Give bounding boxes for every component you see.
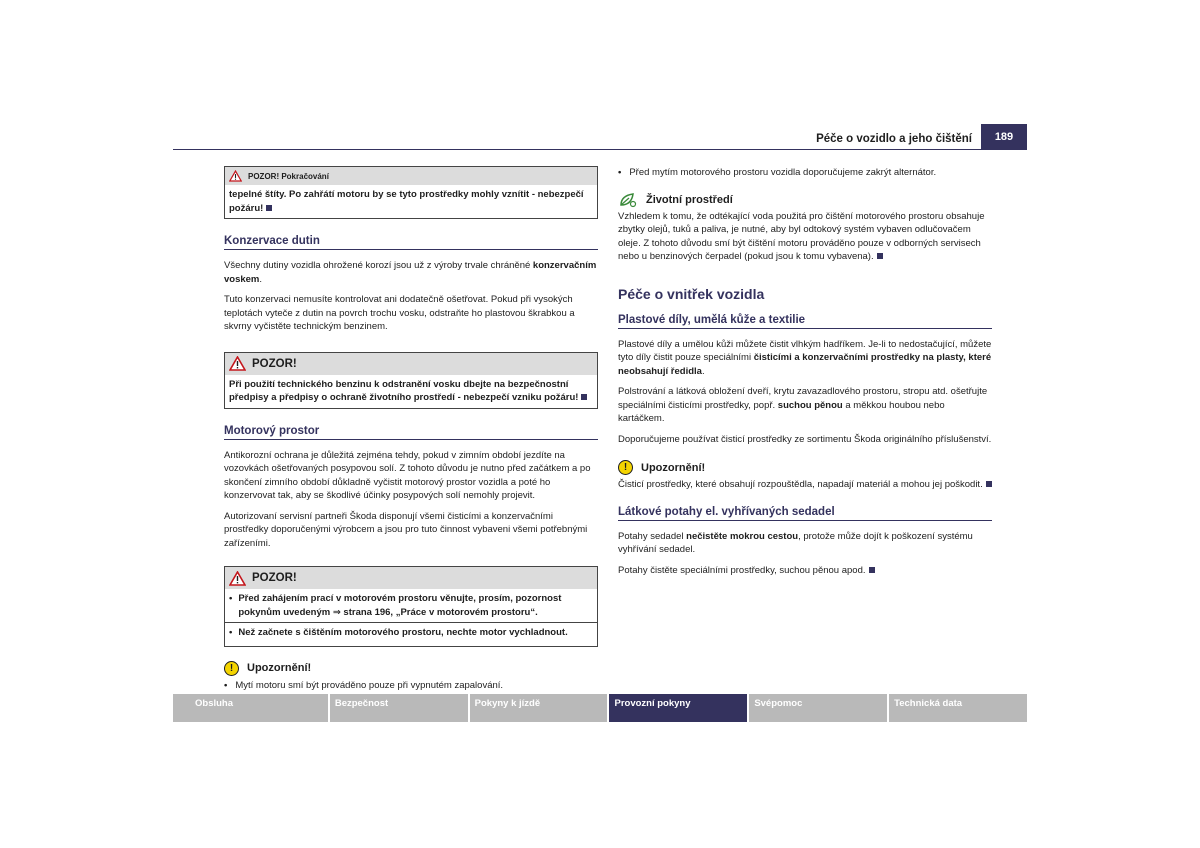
warning-continued-label: POZOR! Pokračování <box>248 171 329 181</box>
running-header-title: Péče o vozidlo a jeho čištění <box>816 133 972 145</box>
warning-continued-box <box>224 166 598 219</box>
warning-text: Při použití technického benzinu k odstranění vosku dbejte na bezpečnostní předpisy a předpisy o ochraně životního prostředí - nebezpečí vzniku požáru! <box>229 378 579 403</box>
end-of-section-icon <box>869 567 875 573</box>
environment-label: Životní prostředí <box>646 193 733 206</box>
warning-item-divider <box>225 622 597 623</box>
paragraph-konzervace-1: Všechny dutiny vozidla ohrožené korozí jsou už z výroby trvale chráněné konzervačním voskem. <box>224 260 597 285</box>
warning-continued-body <box>225 185 597 218</box>
end-of-section-icon <box>581 394 587 400</box>
page-number: 189 <box>981 124 1027 149</box>
warning-triangle-icon <box>229 356 246 371</box>
nav-tab-obsluha[interactable]: Obsluha <box>173 694 328 722</box>
nav-tab-pokyny-k-jizde[interactable]: Pokyny k jízdě <box>470 694 608 722</box>
warning-body <box>225 375 597 408</box>
note-header <box>224 661 598 676</box>
warning-triangle-icon <box>229 170 242 182</box>
environment-leaf-icon <box>618 192 638 208</box>
note-header <box>618 460 992 475</box>
warning-label: POZOR! <box>252 357 297 370</box>
note-label: Upozornění! <box>247 662 312 674</box>
paragraph-plast-1: Plastové díly a umělou kůži můžete čistit vlhkým hadříkem. Je-li to nedostačující, můžete tyto díly čistit pouze speciálními čisticími a konzervačními prostředky na plasty, které neobsahují ředidla. <box>618 338 992 377</box>
chapter-navigation <box>173 694 1027 722</box>
paragraph-heated-1: Potahy sedadel nečistěte mokrou cestou, protože může dojít k poškození systému vyhřívání sedadel. <box>618 530 973 555</box>
header-rule <box>173 149 1027 150</box>
bullet-icon: • <box>224 679 228 691</box>
warning-header <box>225 353 597 375</box>
warning-label: POZOR! <box>252 572 297 584</box>
end-of-section-icon <box>986 481 992 487</box>
bullet-icon: • <box>229 627 233 638</box>
warning-box-motor <box>224 566 598 647</box>
nav-tab-bezpecnost[interactable]: Bezpečnost <box>330 694 468 722</box>
paragraph-plast-3: Doporučujeme používat čisticí prostředky ze sortimentu Škoda originálního příslušenství. <box>618 433 992 445</box>
environment-header <box>618 192 992 208</box>
note-text: Čisticí prostředky, které obsahují rozpouštědla, napadají materiál a mohou jej poškodit. <box>618 478 992 492</box>
paragraph-motor-2: Autorizovaní servisní partneři Škoda disponují všemi čisticími a konzervačními prostředky doporučenými výrobcem a jsou pro tuto činnost vybaveni všemi potřebnými zařízeními. <box>224 510 588 549</box>
heading-pece-o-vnitrek: Péče o vnitřek vozidla <box>618 285 765 302</box>
nav-tab-svepomoc[interactable]: Svépomoc <box>749 694 887 722</box>
warning-body <box>225 589 597 646</box>
heading-motorovy-prostor: Motorový prostor <box>224 425 598 440</box>
warning-continued-text: tepelné štíty. Po zahřátí motoru by se tyto prostředky mohly vznítit - nebezpečí požáru! <box>229 189 584 214</box>
paragraph-motor-1: Antikorozní ochrana je důležitá zejména tehdy, pokud v zimním období jezdíte na vozovkách ošetřovaných posypovou solí. Z tohoto důvodu je nutno před začátkem a po skončení zimního období důkladně vyčistit motorový prostor vozidla a poté ho konzervovat tak, aby se škodlivé účinky posypových solí nemohly projevit. <box>224 449 591 501</box>
paragraph-konzervace-2: Tuto konzervaci nemusíte kontrolovat ani dodatečně ošetřovat. Pokud při vysokých teplotách vyteče z dutin na povrch trochu vosku, odstraňte ho plastovou škrabkou a skvrny vyčistěte technickým benzinem. <box>224 294 575 332</box>
left-column <box>224 166 598 699</box>
environment-text: Vzhledem k tomu, že odtékající voda použitá pro čištění motorového prostoru obsahuje zbytky olejů, tuků a paliva, je nutné, aby byl odtokový systém vybaven odlučovačem oleje. Z tohoto důvodu smí být čištění motoru prováděno pouze v odborných servisech nebo u benzinových čerpadel (pokud jsou k tomu vybavena). <box>618 210 985 262</box>
nav-tab-technicka-data[interactable]: Technická data <box>889 694 1027 722</box>
bullet-icon: • <box>618 167 622 178</box>
exclamation-circle-icon: ! <box>224 661 239 676</box>
note-item: • Mytí motoru smí být prováděno pouze při vypnutém zapalování. <box>224 679 504 691</box>
nav-tab-provozni-pokyny[interactable]: Provozní pokyny <box>609 694 747 722</box>
heading-konzervace-dutin: Konzervace dutin <box>224 235 598 250</box>
paragraph-plast-2: Polstrování a látková obložení dveří, krytu zavazadlového prostoru, stropu atd. ošetřujte speciálními čisticími prostředky, popř. suchou pěnou a měkkou houbou nebo kartáčkem. <box>618 386 988 424</box>
warning-triangle-icon <box>229 571 246 586</box>
warning-header <box>225 567 597 589</box>
warning-item: • Než začnete s čištěním motorového prostoru, nechte motor vychladnout. <box>229 627 568 638</box>
warning-box-benzin <box>224 352 598 409</box>
warning-continued-header <box>225 167 597 185</box>
end-of-section-icon <box>877 253 883 259</box>
note-label: Upozornění! <box>641 461 706 474</box>
end-of-section-icon <box>266 205 272 211</box>
bullet-icon: • <box>229 593 233 604</box>
paragraph-heated-2: Potahy čistěte speciálními prostředky, suchou pěnou apod. <box>618 564 992 578</box>
heading-plastove-dily: Plastové díly, umělá kůže a textilie <box>618 314 992 329</box>
right-column <box>618 166 992 584</box>
heading-latkove-potahy: Látkové potahy el. vyhřívaných sedadel <box>618 506 992 521</box>
note-item: • Před mytím motorového prostoru vozidla doporučujeme zakrýt alternátor. <box>618 167 937 178</box>
exclamation-circle-icon: ! <box>618 460 633 475</box>
warning-item: • Před zahájením prací v motorovém prostoru věnujte, prosím, pozornost pokynům uvedeným ⇒ strana 196, „Práce v motorovém prostoru“. <box>229 593 562 618</box>
